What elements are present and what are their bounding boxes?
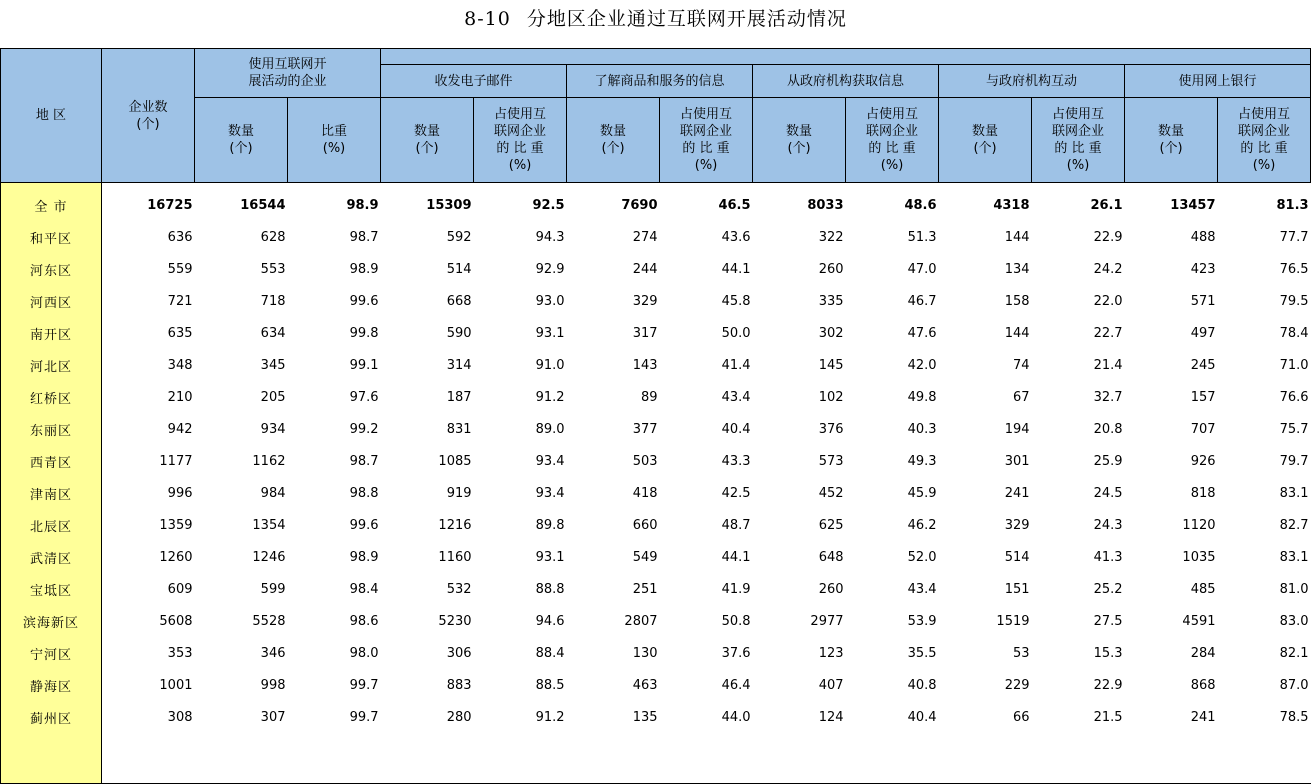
value-cell: 52.0	[907, 549, 937, 565]
value-cell: 98.6	[349, 613, 379, 629]
value-cell: 329	[1004, 517, 1030, 533]
value-cell: 488	[1190, 229, 1216, 245]
value-cell: 92.5	[532, 197, 565, 213]
region-cell: 蓟州区	[1, 701, 102, 733]
region-cell: 南开区	[1, 317, 102, 349]
value-cell: 660	[632, 517, 658, 533]
table-row	[1, 413, 1311, 445]
value-cell: 503	[632, 453, 658, 469]
value-cell: 44.0	[721, 709, 751, 725]
value-cell: 43.4	[907, 581, 937, 597]
value-cell: 1260	[159, 549, 193, 565]
subheader-share: 占使用互 联网企业 的 比 重 (%)	[1218, 98, 1311, 183]
value-cell: 123	[818, 645, 844, 661]
value-cell: 15.3	[1093, 645, 1123, 661]
region-cell: 津南区	[1, 477, 102, 509]
value-cell: 76.6	[1279, 389, 1309, 405]
table-row	[1, 509, 1311, 541]
value-cell: 1359	[159, 517, 193, 533]
table-row	[1, 637, 1311, 669]
value-cell: 2807	[624, 613, 658, 629]
value-cell: 335	[818, 293, 844, 309]
value-cell: 926	[1190, 453, 1216, 469]
value-cell: 99.7	[349, 709, 379, 725]
value-cell: 91.0	[535, 357, 565, 373]
value-cell: 98.7	[349, 229, 379, 245]
value-cell: 1001	[159, 677, 193, 693]
value-cell: 42.5	[721, 485, 751, 501]
value-cell: 485	[1190, 581, 1216, 597]
subheader-count: 数量 (个)	[195, 98, 288, 183]
value-cell: 49.8	[907, 389, 937, 405]
value-cell: 50.0	[721, 325, 751, 341]
value-cell: 24.5	[1093, 485, 1123, 501]
value-cell: 1085	[438, 453, 472, 469]
value-cell: 76.5	[1279, 261, 1309, 277]
value-cell: 151	[1004, 581, 1030, 597]
value-cell: 78.5	[1279, 709, 1309, 725]
enterprise-count-header: 企业数 (个)	[102, 49, 195, 183]
subheader-share: 占使用互 联网企业 的 比 重 (%)	[1032, 98, 1125, 183]
value-cell: 376	[818, 421, 844, 437]
value-cell: 514	[1004, 549, 1030, 565]
value-cell: 625	[818, 517, 844, 533]
value-cell: 46.7	[907, 293, 937, 309]
value-cell: 21.4	[1093, 357, 1123, 373]
value-cell: 145	[818, 357, 844, 373]
value-cell: 98.4	[349, 581, 379, 597]
value-cell: 130	[632, 645, 658, 661]
value-cell: 81.3	[1276, 197, 1309, 213]
value-cell: 24.2	[1093, 261, 1123, 277]
value-cell: 99.8	[349, 325, 379, 341]
value-cell: 707	[1190, 421, 1216, 437]
value-cell: 599	[260, 581, 286, 597]
value-cell: 549	[632, 549, 658, 565]
value-cell: 353	[167, 645, 193, 661]
value-cell: 88.5	[535, 677, 565, 693]
value-cell: 13457	[1170, 197, 1216, 213]
value-cell: 16725	[147, 197, 193, 213]
value-cell: 345	[260, 357, 286, 373]
value-cell: 229	[1004, 677, 1030, 693]
value-cell: 49.3	[907, 453, 937, 469]
value-cell: 868	[1190, 677, 1216, 693]
value-cell: 5608	[159, 613, 193, 629]
value-cell: 919	[446, 485, 472, 501]
value-cell: 41.3	[1093, 549, 1123, 565]
table-title: 分地区企业通过互联网开展活动情况	[526, 8, 847, 30]
value-cell: 46.2	[907, 517, 937, 533]
value-cell: 93.4	[535, 485, 565, 501]
value-cell: 99.2	[349, 421, 379, 437]
value-cell: 51.3	[907, 229, 937, 245]
table-row	[1, 573, 1311, 605]
table-row	[1, 221, 1311, 253]
table-row	[1, 541, 1311, 573]
value-cell: 144	[1004, 229, 1030, 245]
value-cell: 590	[446, 325, 472, 341]
region-cell: 滨海新区	[1, 605, 102, 637]
value-cell: 98.7	[349, 453, 379, 469]
value-cell: 668	[446, 293, 472, 309]
subheader-share: 占使用互 联网企业 的 比 重 (%)	[660, 98, 753, 183]
region-cell: 武清区	[1, 541, 102, 573]
value-cell: 82.7	[1279, 517, 1309, 533]
value-cell: 21.5	[1093, 709, 1123, 725]
value-cell: 74	[1012, 357, 1030, 373]
value-cell: 721	[167, 293, 193, 309]
region-cell: 宝坻区	[1, 573, 102, 605]
value-cell: 93.0	[535, 293, 565, 309]
value-cell: 984	[260, 485, 286, 501]
value-cell: 210	[167, 389, 193, 405]
value-cell: 831	[446, 421, 472, 437]
value-cell: 348	[167, 357, 193, 373]
value-cell: 83.1	[1279, 485, 1309, 501]
statistics-table	[0, 48, 1311, 784]
value-cell: 274	[632, 229, 658, 245]
value-cell: 45.8	[721, 293, 751, 309]
value-cell: 1162	[252, 453, 286, 469]
value-cell: 22.9	[1093, 677, 1123, 693]
value-cell: 134	[1004, 261, 1030, 277]
value-cell: 1120	[1182, 517, 1216, 533]
value-cell: 143	[632, 357, 658, 373]
subheader-count: 数量 (个)	[939, 98, 1032, 183]
value-cell: 284	[1190, 645, 1216, 661]
value-cell: 609	[167, 581, 193, 597]
subheader-share: 占使用互 联网企业 的 比 重 (%)	[846, 98, 939, 183]
table-row	[1, 317, 1311, 349]
table-header	[1, 49, 1311, 183]
region-cell-blank	[1, 733, 102, 784]
value-cell: 301	[1004, 453, 1030, 469]
value-cell: 322	[818, 229, 844, 245]
value-cell: 307	[260, 709, 286, 725]
value-cell: 75.7	[1279, 421, 1309, 437]
value-cell: 559	[167, 261, 193, 277]
value-cell: 22.9	[1093, 229, 1123, 245]
value-cell: 996	[167, 485, 193, 501]
value-cell: 306	[446, 645, 472, 661]
value-cell: 99.6	[349, 517, 379, 533]
table-body	[1, 183, 1311, 784]
table-row	[1, 605, 1311, 637]
value-cell: 377	[632, 421, 658, 437]
group-header-gov-interaction: 与政府机构互动	[939, 65, 1125, 98]
value-cell: 260	[818, 261, 844, 277]
region-cell: 河东区	[1, 253, 102, 285]
value-cell: 78.4	[1279, 325, 1309, 341]
value-cell: 40.4	[907, 709, 937, 725]
value-cell: 53.9	[907, 613, 937, 629]
value-cell: 25.2	[1093, 581, 1123, 597]
value-cell: 22.0	[1093, 293, 1123, 309]
subheader-count: 数量 (个)	[381, 98, 474, 183]
table-row	[1, 253, 1311, 285]
value-cell: 99.1	[349, 357, 379, 373]
subheader-share: 占使用互 联网企业 的 比 重 (%)	[474, 98, 567, 183]
value-cell: 71.0	[1279, 357, 1309, 373]
value-cell: 634	[260, 325, 286, 341]
value-cell: 260	[818, 581, 844, 597]
value-cell: 43.3	[721, 453, 751, 469]
value-cell: 8033	[807, 197, 844, 213]
value-cell: 26.1	[1090, 197, 1123, 213]
value-cell: 942	[167, 421, 193, 437]
value-cell: 135	[632, 709, 658, 725]
value-cell: 934	[260, 421, 286, 437]
value-cell: 628	[260, 229, 286, 245]
value-cell: 94.6	[535, 613, 565, 629]
value-cell: 44.1	[721, 549, 751, 565]
value-cell: 314	[446, 357, 472, 373]
region-cell: 河西区	[1, 285, 102, 317]
subheader-count: 数量 (个)	[567, 98, 660, 183]
value-cell: 1354	[252, 517, 286, 533]
group-header-email: 收发电子邮件	[381, 65, 567, 98]
value-cell: 532	[446, 581, 472, 597]
value-cell: 102	[818, 389, 844, 405]
subheader-share: 比重 (%)	[288, 98, 381, 183]
value-cell: 27.5	[1093, 613, 1123, 629]
value-cell: 251	[632, 581, 658, 597]
value-cell: 5528	[252, 613, 286, 629]
value-cell: 99.7	[349, 677, 379, 693]
value-cell: 45.9	[907, 485, 937, 501]
value-cell: 635	[167, 325, 193, 341]
value-cell: 79.7	[1279, 453, 1309, 469]
value-cell: 32.7	[1093, 389, 1123, 405]
region-cell: 北辰区	[1, 509, 102, 541]
value-cell: 592	[446, 229, 472, 245]
value-cell: 205	[260, 389, 286, 405]
value-cell: 91.2	[535, 709, 565, 725]
value-cell: 648	[818, 549, 844, 565]
group-header-online-banking: 使用网上银行	[1125, 65, 1311, 98]
value-cell: 97.6	[349, 389, 379, 405]
value-cell: 346	[260, 645, 286, 661]
value-cell: 158	[1004, 293, 1030, 309]
value-cell: 40.3	[907, 421, 937, 437]
value-cell: 93.1	[535, 549, 565, 565]
value-cell: 83.1	[1279, 549, 1309, 565]
value-cell: 48.7	[721, 517, 751, 533]
value-cell: 53	[1012, 645, 1030, 661]
value-cell: 25.9	[1093, 453, 1123, 469]
value-cell: 98.9	[349, 261, 379, 277]
table-row	[1, 669, 1311, 701]
value-cell: 42.0	[907, 357, 937, 373]
value-cell: 329	[632, 293, 658, 309]
value-cell: 92.9	[535, 261, 565, 277]
value-cell: 24.3	[1093, 517, 1123, 533]
value-cell: 5230	[438, 613, 472, 629]
region-cell: 和平区	[1, 221, 102, 253]
value-cell: 40.8	[907, 677, 937, 693]
value-cell: 241	[1190, 709, 1216, 725]
table-row	[1, 349, 1311, 381]
value-cell: 93.4	[535, 453, 565, 469]
value-cell: 308	[167, 709, 193, 725]
region-cell: 宁河区	[1, 637, 102, 669]
value-cell: 79.5	[1279, 293, 1309, 309]
table-row	[1, 285, 1311, 317]
region-cell: 东丽区	[1, 413, 102, 445]
value-cell: 88.4	[535, 645, 565, 661]
table-row-blank	[1, 733, 1311, 784]
group-header-internet-use: 使用互联网开 展活动的企业	[195, 49, 381, 98]
table-row	[1, 701, 1311, 733]
header-spacer	[381, 49, 1311, 65]
value-cell: 1160	[438, 549, 472, 565]
value-cell: 87.0	[1279, 677, 1309, 693]
value-cell: 43.4	[721, 389, 751, 405]
value-cell: 98.9	[346, 197, 379, 213]
value-cell: 1246	[252, 549, 286, 565]
value-cell: 4318	[993, 197, 1030, 213]
value-cell: 82.1	[1279, 645, 1309, 661]
value-cell: 1519	[996, 613, 1030, 629]
region-cell: 西青区	[1, 445, 102, 477]
value-cell: 573	[818, 453, 844, 469]
value-cell: 35.5	[907, 645, 937, 661]
value-cell: 41.9	[721, 581, 751, 597]
value-cell: 98.0	[349, 645, 379, 661]
value-cell: 144	[1004, 325, 1030, 341]
value-cell: 407	[818, 677, 844, 693]
value-cell: 124	[818, 709, 844, 725]
value-cell: 89.8	[535, 517, 565, 533]
value-cell: 46.5	[718, 197, 751, 213]
group-header-product-info: 了解商品和服务的信息	[567, 65, 753, 98]
region-cell: 红桥区	[1, 381, 102, 413]
value-cell: 88.8	[535, 581, 565, 597]
value-cell: 241	[1004, 485, 1030, 501]
value-cell: 15309	[426, 197, 472, 213]
value-cell: 7690	[621, 197, 658, 213]
value-cell: 89	[640, 389, 658, 405]
value-cell: 187	[446, 389, 472, 405]
subheader-count: 数量 (个)	[1125, 98, 1218, 183]
value-cell: 98.9	[349, 549, 379, 565]
value-cell: 98.8	[349, 485, 379, 501]
region-header: 地 区	[1, 49, 102, 183]
value-cell: 2977	[810, 613, 844, 629]
value-cell: 157	[1190, 389, 1216, 405]
value-cell: 89.0	[535, 421, 565, 437]
value-cell: 83.0	[1279, 613, 1309, 629]
value-cell: 47.6	[907, 325, 937, 341]
group-header-gov-info: 从政府机构获取信息	[753, 65, 939, 98]
value-cell: 40.4	[721, 421, 751, 437]
value-cell: 67	[1012, 389, 1030, 405]
value-cell: 423	[1190, 261, 1216, 277]
value-cell: 317	[632, 325, 658, 341]
value-cell: 16544	[240, 197, 286, 213]
blank-cell	[102, 733, 1311, 784]
value-cell: 452	[818, 485, 844, 501]
value-cell: 66	[1012, 709, 1030, 725]
region-cell: 河北区	[1, 349, 102, 381]
value-cell: 818	[1190, 485, 1216, 501]
value-cell: 20.8	[1093, 421, 1123, 437]
value-cell: 91.2	[535, 389, 565, 405]
value-cell: 280	[446, 709, 472, 725]
value-cell: 44.1	[721, 261, 751, 277]
value-cell: 636	[167, 229, 193, 245]
subheader-count: 数量 (个)	[753, 98, 846, 183]
value-cell: 22.7	[1093, 325, 1123, 341]
table-row	[1, 381, 1311, 413]
value-cell: 571	[1190, 293, 1216, 309]
value-cell: 1035	[1182, 549, 1216, 565]
value-cell: 37.6	[721, 645, 751, 661]
value-cell: 81.0	[1279, 581, 1309, 597]
value-cell: 245	[1190, 357, 1216, 373]
value-cell: 46.4	[721, 677, 751, 693]
page-title	[0, 4, 1311, 31]
value-cell: 41.4	[721, 357, 751, 373]
value-cell: 77.7	[1279, 229, 1309, 245]
table-row	[1, 445, 1311, 477]
value-cell: 514	[446, 261, 472, 277]
value-cell: 463	[632, 677, 658, 693]
value-cell: 50.8	[721, 613, 751, 629]
value-cell: 194	[1004, 421, 1030, 437]
value-cell: 718	[260, 293, 286, 309]
value-cell: 99.6	[349, 293, 379, 309]
value-cell: 497	[1190, 325, 1216, 341]
table-row-total	[1, 183, 1311, 222]
value-cell: 302	[818, 325, 844, 341]
table-number: 8-10	[464, 8, 511, 30]
region-cell: 全 市	[1, 183, 102, 222]
value-cell: 47.0	[907, 261, 937, 277]
value-cell: 244	[632, 261, 658, 277]
value-cell: 883	[446, 677, 472, 693]
value-cell: 553	[260, 261, 286, 277]
value-cell: 93.1	[535, 325, 565, 341]
value-cell: 94.3	[535, 229, 565, 245]
value-cell: 1177	[159, 453, 193, 469]
region-cell: 静海区	[1, 669, 102, 701]
value-cell: 4591	[1182, 613, 1216, 629]
table-row	[1, 477, 1311, 509]
value-cell: 998	[260, 677, 286, 693]
value-cell: 418	[632, 485, 658, 501]
value-cell: 43.6	[721, 229, 751, 245]
value-cell: 1216	[438, 517, 472, 533]
value-cell: 48.6	[904, 197, 937, 213]
